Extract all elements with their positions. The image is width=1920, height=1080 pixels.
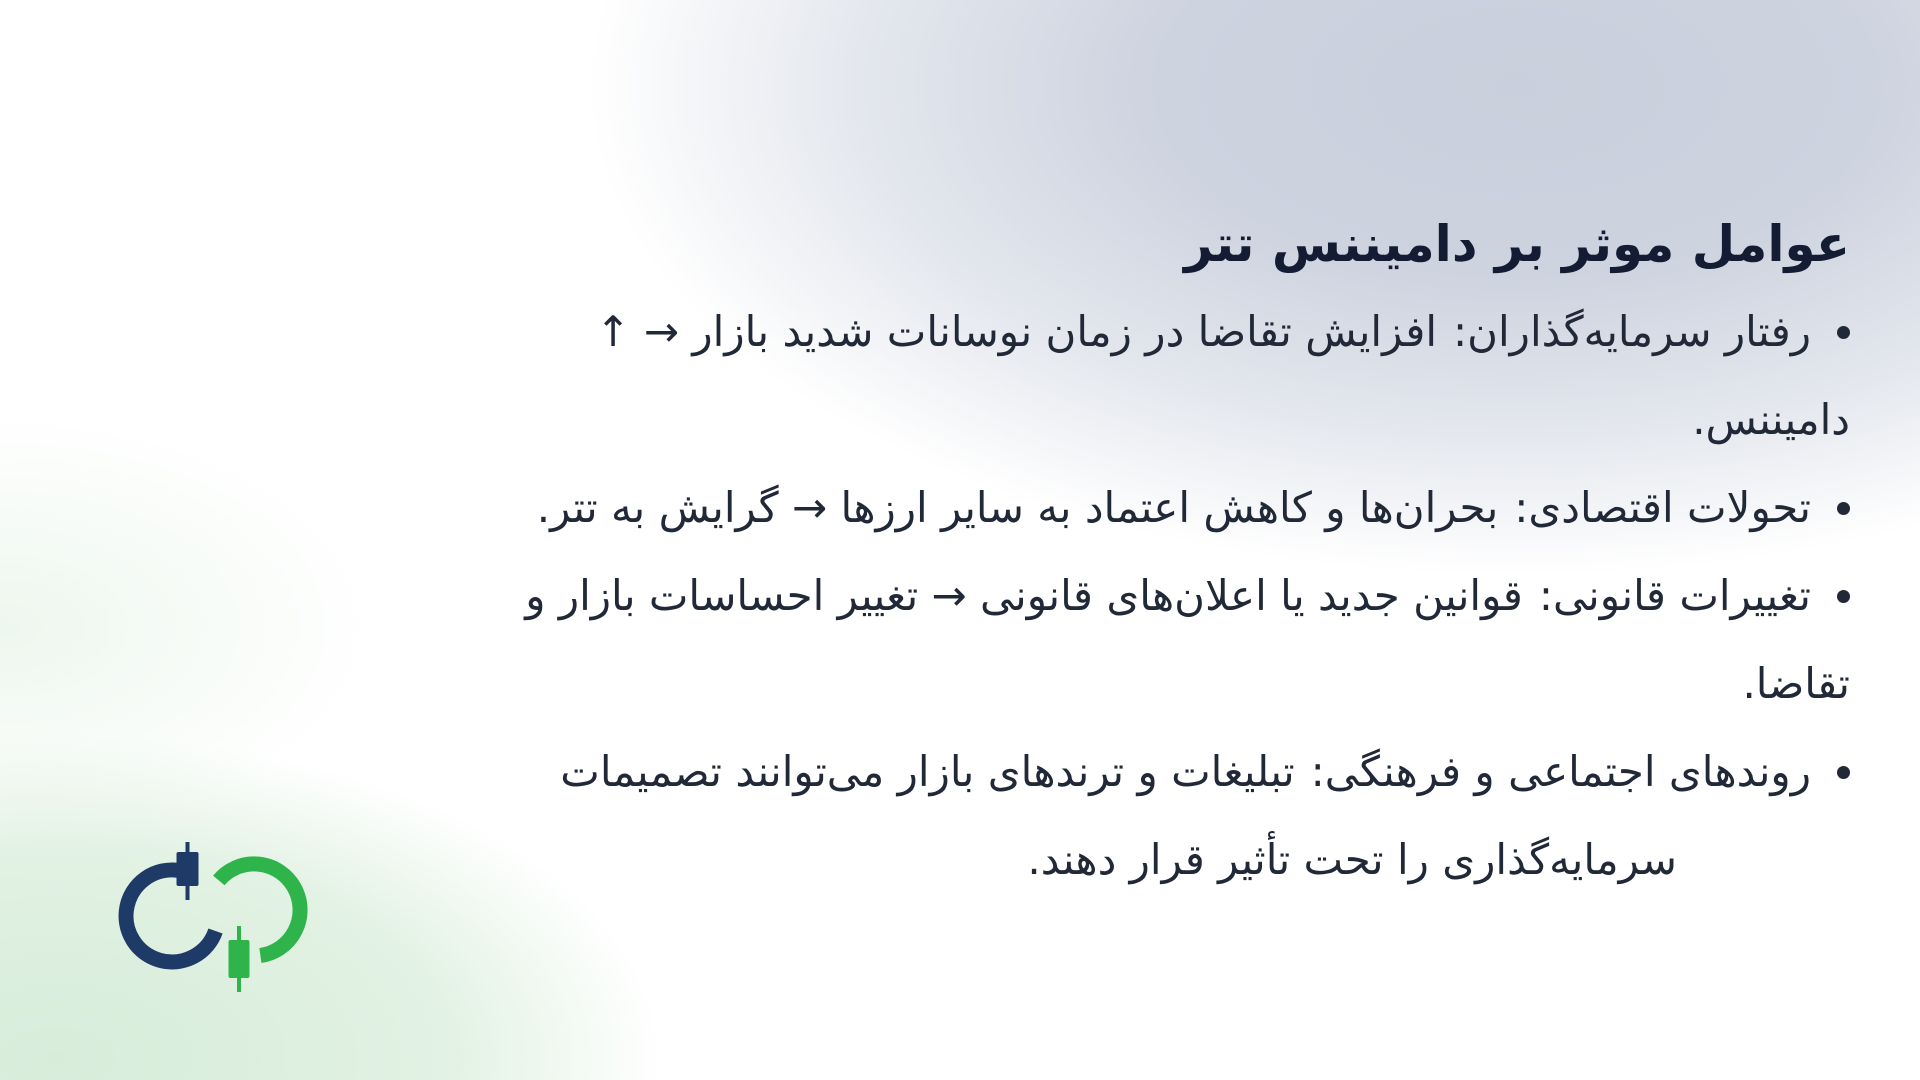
list-item: [130, 288, 1850, 464]
list-item: [130, 728, 1850, 904]
page-title: عوامل موثر بر دامیننس تتر: [1184, 215, 1850, 273]
green-candle-body: [229, 940, 250, 978]
bullet-text: افزایش تقاضا در زمان نوسانات شدید بازار → ↑: [595, 307, 1438, 356]
navy-ring: [126, 870, 215, 962]
list-item: [130, 464, 1850, 552]
slide-content: [130, 200, 1850, 904]
bullet-text: بحران‌ها و کاهش اعتماد به سایر ارزها → گرایش به تتر.: [536, 483, 1499, 532]
list-item: [130, 552, 1850, 728]
bullet-line: [130, 288, 1850, 376]
bullet-label: تغییرات قانونی:: [1538, 571, 1811, 620]
brand-logo: [118, 835, 313, 1005]
bullet-continuation: سرمایه‌گذاری را تحت تأثیر قرار دهند.: [1027, 835, 1677, 884]
navy-candle-body: [177, 852, 199, 886]
bullet-text: قوانین جدید یا اعلان‌های قانونی → تغییر احساسات بازار و: [525, 571, 1523, 620]
bullet-list: [130, 288, 1850, 904]
bullet-label: روندهای اجتماعی و فرهنگی:: [1310, 747, 1811, 796]
bullet-text: تبلیغات و ترندهای بازار می‌توانند تصمیمات: [560, 747, 1295, 796]
bullet-line: [130, 552, 1850, 640]
bullet-continuation: دامیننس.: [1692, 395, 1850, 444]
bullet-dot-icon: [1837, 326, 1850, 339]
bullet-label: تحولات اقتصادی:: [1514, 483, 1811, 532]
bullet-continuation: تقاضا.: [1742, 659, 1850, 708]
bullet-label: رفتار سرمایه‌گذاران:: [1453, 307, 1811, 356]
bullet-dot-icon: [1837, 766, 1850, 779]
candlestick-chain-links-logo-icon: [118, 835, 313, 1005]
bullet-dot-icon: [1837, 590, 1850, 603]
bullet-line: [130, 464, 1850, 552]
bullet-dot-icon: [1837, 502, 1850, 515]
bullet-line: [130, 728, 1850, 816]
